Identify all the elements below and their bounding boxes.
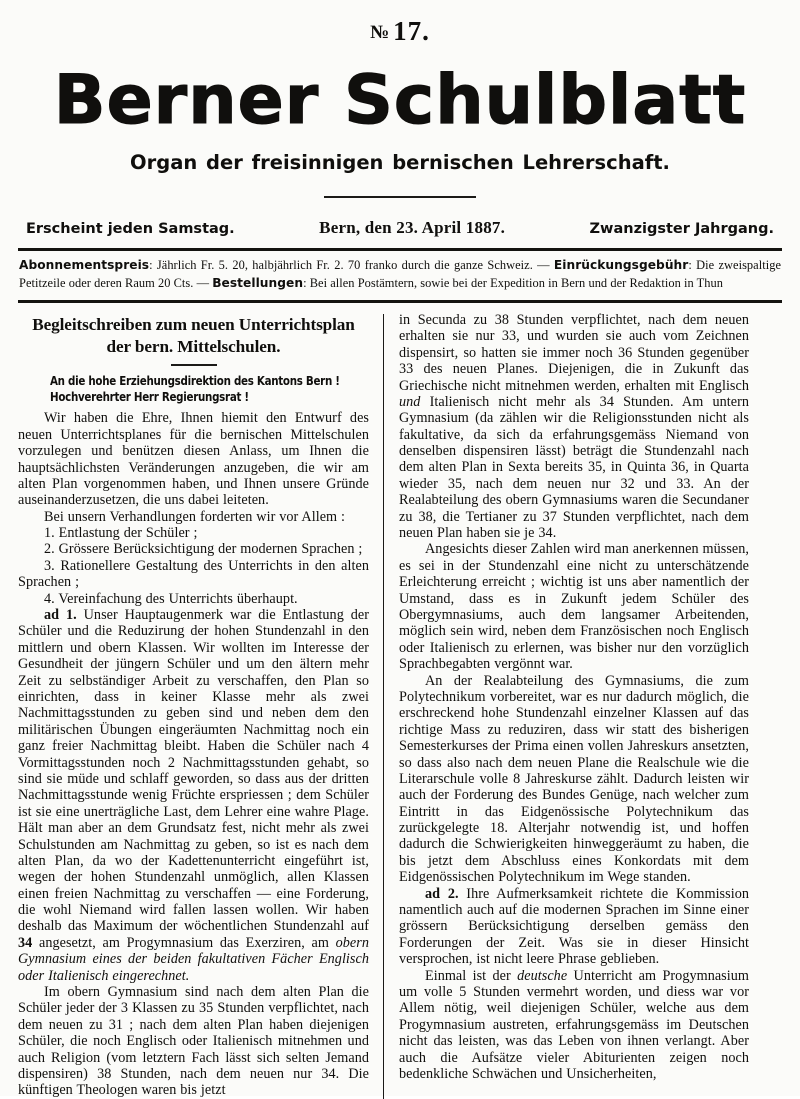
subscription-bottom-rule — [18, 300, 782, 303]
issue-number-value: 17. — [393, 16, 430, 46]
subscription-band — [19, 257, 781, 293]
ad-1-text-b: angesetzt, am Progymnasium das Exerziren, am — [32, 934, 336, 951]
headline-divider-rule — [171, 364, 217, 366]
insertion-fee-text: : Die zweispaltige Petitzeile oder deren Raum 20 Cts. — — [19, 258, 782, 290]
paragraph-german-instruction — [399, 968, 749, 1083]
paper-subtitle: Organ der freisinnigen bernischen Lehrerschaft. — [130, 151, 670, 174]
salutation-line-2: Hochverehrter Herr Regierungsrat ! — [50, 390, 249, 405]
ad-1-text-a: Unser Hauptaugenmerk war die Entlastung der Schüler und die Reduzirung der hohen Stundenzahl in den mittlern und obern Klassen. Wir wollten im Interesse der Gesundheit der jüngern Schüler und um den ältern mehr Zeit zu selbständiger Arbeit zu verschaffen, den Plan so einrichten, dass in keiner Klasse mehr als zwei Nachmittagsstunden zu geben sind und neben dem den militärischen Übungen eingeräumten Nachmittag noch ein ganz freier Nachmittag bleibt. Haben die Schüler nach 4 Vormittagsstunden noch 2 Nachmittagsstunden gehabt, so sind sie müde und schlaff geworden, so dass aus der dritten Nachmittagsstunde wenig Früchte erspriessen ; dem Schüler ist sie eine unerträgliche Last, dem Lehrer eine wahre Plage. Hält man aber an dem Grundsatz fest, nicht mehr als zwei Schulstunden am Nachmittag zu geben, so ist es nach dem alten Plan, da wo der Kadettenunterricht eingeführt ist, wegen der hohen Stundenzahl unmöglich, allen Klassen einen freien Nachmittag zu verschaffen — eine Forderung, die wohl Niemand wird fallen lassen wollen. Wir haben deshalb das Maximum der wöchentlichen Stundenzahl auf — [18, 607, 369, 935]
article-headline-line-2: der bern. Mittelschulen. — [106, 336, 281, 356]
numero-sign-icon: № — [370, 22, 390, 43]
continuation-emphasis: und — [399, 393, 421, 410]
ad-2-text: Ihre Aufmerksamkeit richtete die Kommission namentlich auch auf die modernen Sprachen im Sinne einer grössern Berücksichtigung derselben gemäss den Forderungen der Zeit. Was sie in dieser Hinsicht versprochen, ist nicht leere Phrase geblieben. — [399, 885, 749, 968]
paragraph-upper-gymnasium: Im obern Gymnasium sind nach dem alten Plan die Schüler jeder der 3 Klassen zu 35 Stunden verpflichtet, nach dem neuen zu 31 ; nach dem alten Plan haben diejenigen Schüler, die noch Englisch oder Italienisch mitnehmen und auch Religion (vom letztern Fach lässt sich selten Jemand dispensiren) 38 Stunden, nach dem neuen nur 34. Die künftigen Theologen waren bis jetzt — [18, 984, 369, 1099]
paragraph-realabteilung: An der Realabteilung des Gymnasiums, die zum Polytechnikum vorbereitet, war es nur dadurch möglich, die erschreckend hohe Stundenzahl einzelner Klassen auf das richtige Mass zu reduziren, dass wir statt des bisherigen Semesterkurses der Prima einen vollen Jahreskurs ansetzten, so dass also nach dem neuen Plane die Realschule wie die Literarschule volle 8 Jahreskurse zählt. Dadurch leisten wir auch der Forderung des Bundes Genüge, nach welcher zum Eintritt in das Eidgenössische Polytechnikum das zurückgelegte 18. Alterjahr notwendig ist, und hoffen dadurch die Schwierigkeiten hinweggeräumt zu haben, die bis jetzt dem Abschluss eines Konkordats mit dem Eidgenössischen Polytechnikum im Wege standen. — [399, 672, 749, 886]
german-text-b: Unterricht am Progymnasium um volle 5 Stunden vermehrt worden, und diess war vor Allem nötig, weil diejenigen Schüler, welche aus dem Progymnasium austreten, erfahrungsgemäss im Deutschen nicht das leisten, was das Leben von ihnen verlangt. Aber auch die Aufsätze vieler Abiturienten zeigen noch bedenkliche Schwächen und Unsicherheiten, — [399, 967, 749, 1082]
article-headline — [18, 314, 369, 357]
place-and-date: Bern, den 23. April 1887. — [319, 218, 506, 237]
paragraph-ad-2 — [399, 886, 749, 968]
continuation-text-a: in Secunda zu 38 Stunden verpflichtet, nach dem neuen erhalten sie nur 33, und wurden sie auch vom Zeichnen dispensirt, so hatten sie immer noch 36 Stunden gegenüber 33 des neuen Planes. Diejenigen, die in Zukunft das Griechische nicht mitnehmen werden, erhalten mit Englisch — [399, 311, 749, 394]
issue-number — [22, 0, 778, 45]
ad-2-label: ad 2. — [425, 885, 459, 902]
column-right — [384, 312, 749, 1099]
insertion-fee-label: Einrückungsgebühr — [553, 258, 689, 272]
demand-item-4: 4. Vereinfachung des Unterrichts überhaupt. — [44, 590, 298, 607]
subscription-price-label: Abonnementspreis — [19, 258, 150, 272]
article-columns — [18, 312, 782, 1099]
orders-label: Bestellungen — [212, 275, 304, 290]
column-left — [18, 312, 383, 1099]
continuation-text-b: Italienisch nicht mehr als 34 Stunden. Am untern Gymnasium (da zählen wir die Religionsstunden nicht als fakultative, da sich da erfahrungsgemäss Niemand von denselben dispensiren lässt) beträgt die Stundenzahl nach dem alten Plan in Sexta bereits 35, in Quinta 36, in Quarta wieder 35, nach dem neuen nur 32 und 33. An der Realabteilung des obern Gymnasiums waren die Secundaner zu 38, die Tertianer zu 37 Stunden verpflichtet, nach dem neuen Plan haben sie je 34. — [399, 393, 749, 542]
max-hours-value: 34 — [18, 934, 33, 951]
ad-1-emphasis: obern Gymnasium eines der beiden fakultativen Fächer Englisch oder Italienisch eingerechnet. — [18, 934, 369, 984]
article-headline-line-1: Begleitschreiben zum neuen Unterrichtsplan — [32, 314, 355, 334]
paragraph-ad-1 — [18, 607, 369, 984]
orders-text: : Bei allen Postämtern, sowie bei der Expedition in Bern und der Redaktion in Thun — [303, 275, 723, 290]
salutation-line-1: An die hohe Erziehungsdirektion des Kantons Bern ! — [50, 373, 340, 388]
paragraph-demands-lead: Bei unsern Verhandlungen forderten wir vor Allem : — [44, 508, 346, 525]
masthead — [0, 0, 800, 238]
demand-item-2: 2. Grössere Berücksichtigung der modernen Sprachen ; — [44, 541, 363, 558]
volume-year: Zwanzigster Jahrgang. — [589, 221, 774, 237]
masthead-divider-rule — [324, 196, 476, 198]
subscription-top-rule — [18, 248, 782, 251]
subscription-price-text: : Jährlich Fr. 5. 20, halbjährlich Fr. 2. 70 franko durch die ganze Schweiz. — — [149, 258, 554, 272]
dateline — [22, 218, 778, 238]
paragraph-intro: Wir haben die Ehre, Ihnen hiemit den Entwurf des neuen Unterrichtsplanes für die bernischen Mittelschulen vorzulegen und benützen diesen Anlass, um Ihnen die hauptsächlichsten Veränderungen anzugeben, die wir am alten Plan vorgenommen haben, und Ihnen unsere Gründe auseinanderzusetzen, die uns dabei leiteten. — [18, 410, 369, 509]
paragraph-continuation — [399, 312, 749, 541]
ad-1-label: ad 1. — [44, 607, 77, 624]
german-text-a: Einmal ist der — [425, 967, 518, 984]
publication-frequency: Erscheint jeden Samstag. — [26, 221, 235, 237]
salutation — [50, 373, 347, 405]
german-emphasis: deutsche — [517, 967, 568, 984]
demand-item-3: 3. Rationellere Gestaltung des Unterrichts in den alten Sprachen ; — [18, 557, 369, 591]
demand-item-1: 1. Entlastung der Schüler ; — [44, 525, 198, 542]
paper-title: Berner Schulblatt — [53, 61, 747, 140]
paragraph-relief-figures: Angesichts dieser Zahlen wird man anerkennen müssen, es sei in der Stundenzahl eine nicht zu unterschätzende Erleichterung erreicht ; wichtig ist uns aber namentlich der Umstand, dass es in Zukunft jedem Schüler des Obergymnasiums, auch dem langsamer Arbeitenden, möglich sein wird, neben dem Französischen noch Englisch oder Italienisch zu erlernen, was bisher nur den vorzüglich Sprachbegabten vergönnt war. — [399, 541, 749, 673]
